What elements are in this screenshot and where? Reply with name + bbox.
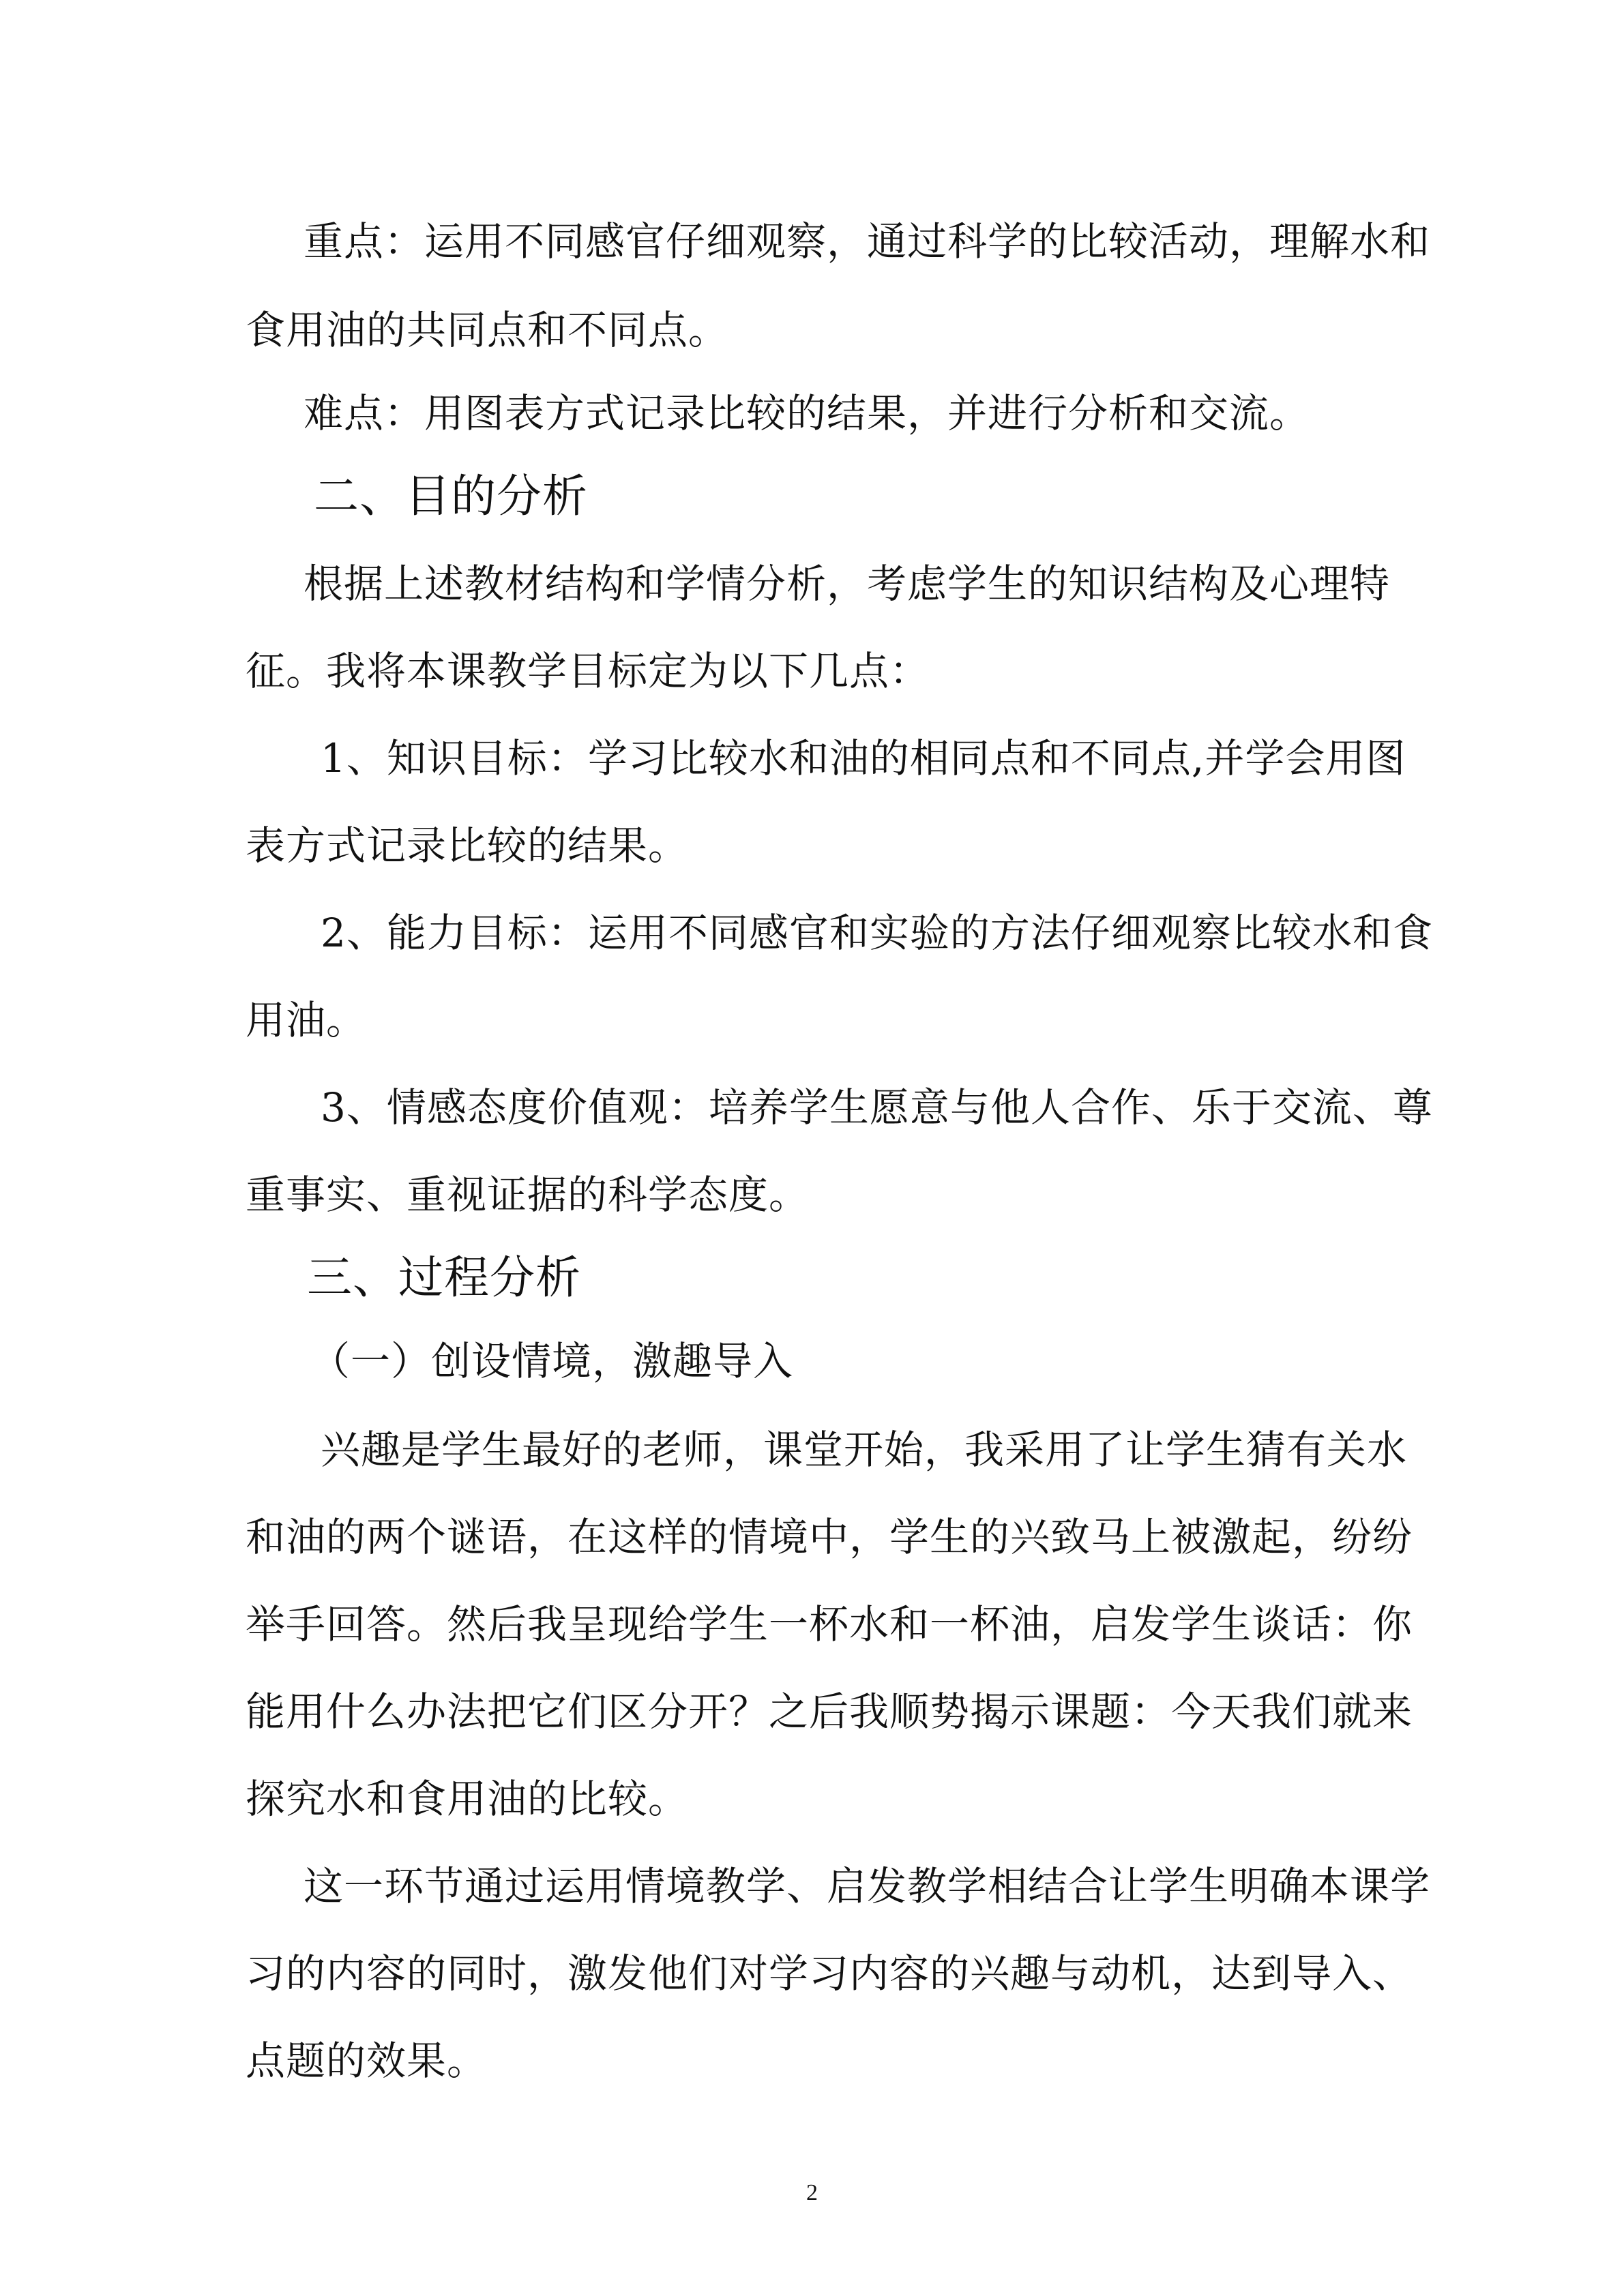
page-number: 2 (806, 2180, 818, 2205)
ability-goal-line-1: 2、能力目标：运用不同感官和实验的方法仔细观察比较水和食 (321, 910, 1433, 956)
interest-paragraph-line-3: 举手回答。然后我呈现给学生一杯水和一杯油，启发学生谈话：你 (246, 1601, 1413, 1648)
summary-paragraph-line-2: 习的内容的同时，激发他们对学习内容的兴趣与动机，达到导入、 (246, 1950, 1413, 1997)
key-point-line-1: 重点：运用不同感官仔细观察，通过科学的比较活动，理解水和 (304, 218, 1431, 265)
knowledge-goal-line-1: 1、知识目标：学习比较水和油的相同点和不同点,并学会用图 (321, 735, 1406, 781)
subsection-heading-situation: （一）创设情境，激趣导入 (310, 1338, 794, 1384)
section-heading-purpose: 二、目的分析 (314, 470, 588, 522)
summary-paragraph-line-1: 这一环节通过运用情境教学、启发教学相结合让学生明确本课学 (304, 1863, 1431, 1909)
key-point-line-2: 食用油的共同点和不同点。 (246, 307, 729, 353)
interest-paragraph-line-1: 兴趣是学生最好的老师，课堂开始，我采用了让学生猜有关水 (321, 1427, 1408, 1473)
interest-paragraph-line-5: 探究水和食用油的比较。 (246, 1776, 689, 1822)
interest-paragraph-line-4: 能用什么办法把它们区分开？之后我顺势揭示课题：今天我们就来 (246, 1688, 1413, 1735)
emotion-goal-line-1: 3、情感态度价值观：培养学生愿意与他人合作、乐于交流、尊 (321, 1084, 1433, 1131)
purpose-paragraph-line-1: 根据上述教材结构和学情分析，考虑学生的知识结构及心理特 (304, 561, 1391, 607)
knowledge-goal-line-2: 表方式记录比较的结果。 (246, 822, 689, 869)
interest-paragraph-line-2: 和油的两个谜语，在这样的情境中，学生的兴致马上被激起，纷纷 (246, 1514, 1413, 1560)
difficulty-line: 难点：用图表方式记录比较的结果，并进行分析和交流。 (304, 390, 1310, 436)
emotion-goal-line-2: 重事实、重视证据的科学态度。 (246, 1172, 810, 1218)
summary-paragraph-line-3: 点题的效果。 (246, 2038, 488, 2084)
purpose-paragraph-line-2: 征。我将本课教学目标定为以下几点： (246, 648, 930, 694)
section-heading-process: 三、过程分析 (307, 1251, 581, 1304)
ability-goal-line-2: 用油。 (246, 997, 367, 1043)
